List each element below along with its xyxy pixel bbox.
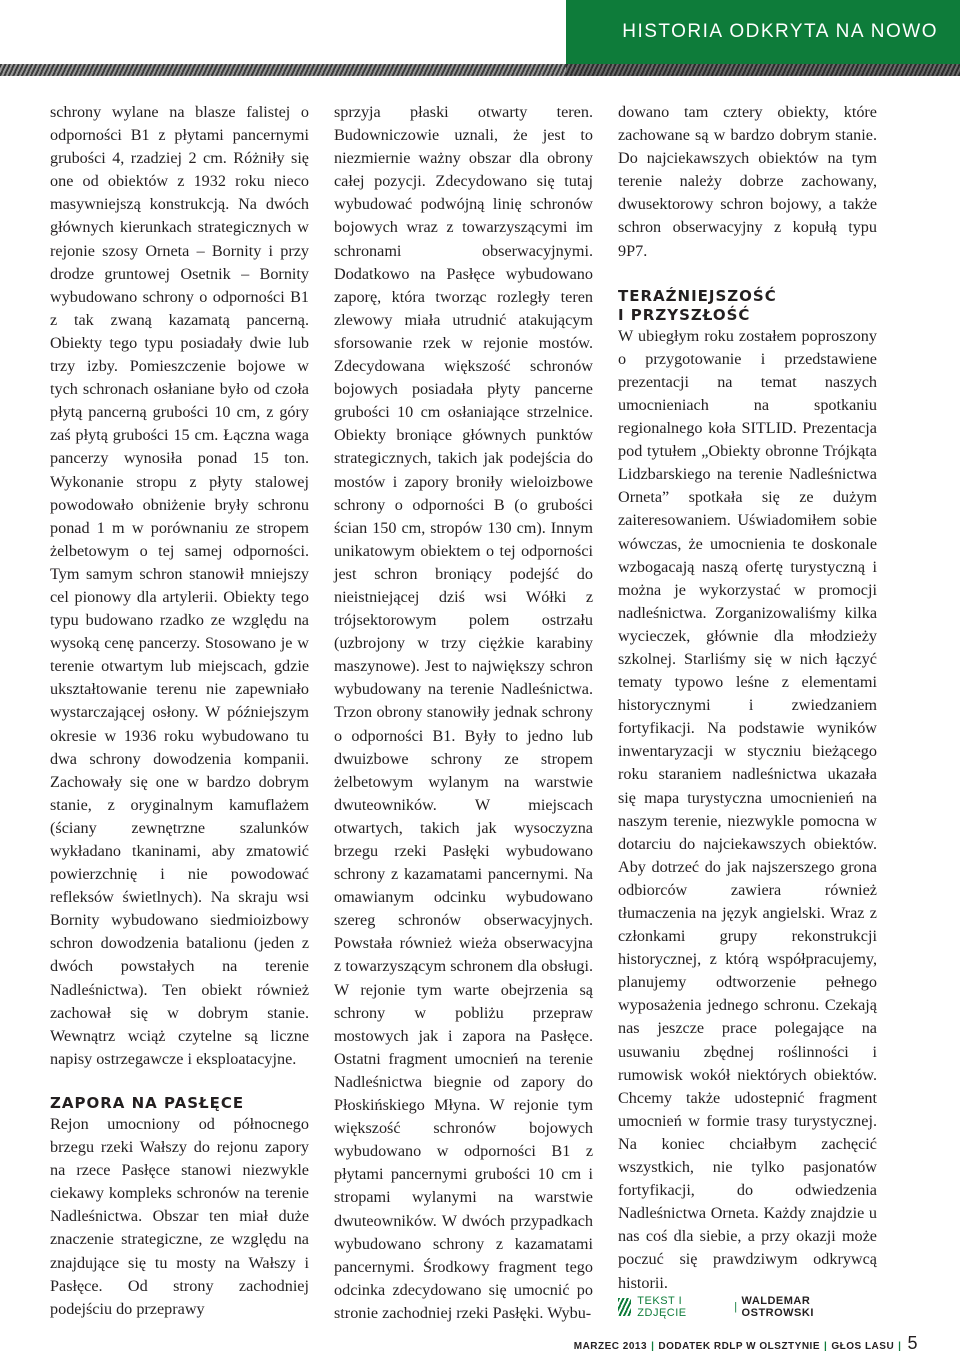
article-paragraph: sprzyja płaski otwarty teren. Budowniczowie uznali, że jest to niezmiernie ważny obszar dla obrony całej pozycji. Zdecydowano się tutaj wybudować podwójną linię schronów bojowych wraz z towarzyszącymi im schronami obserwacyjnymi. Dodatkowo na Pasłęce wybudowano zaporę, która tworząc rozległy teren zlewowy miała utrudnić atakującym sforsowanie rzek w rejonie mostów. Zdecydowana większość schronów bojowych posiadała płyty pancerne grubości 10 cm osłaniające strzelnice. Obiekty broniące głównych punktów strategicznych, takich jak podejścia do mostów i zapory broniły wieloizbowe schrony o odporności B (o grubości ścian 150 cm, stropów 130 cm). Innym unikatowym obiektem o tej odporności jest schron broniący podejść do nieistniejącej dziś wsi Wółki z trójsektorowym polem ostrzału (uzbrojony w trzy ciężkie karabiny maszynowe). Jest to największy schron wybudowany na terenie Nadleśnictwa. Trzon obrony stanowiły jednak schrony o odporności B1. Były to jedno lub dwuizbowe schrony ze stropem żelbetowym wylanym na warstwie dwuteowników. W miejscach otwartych, takich jak wysoczyzna brzegu rzeki Pasłęki wybudowano schrony z kazamatami pancernymi. Na omawianym odcinku wybudowano szereg schronów obserwacyjnych. Powstała również wieża obserwacyjna z towarzyszącym schronem dla obsługi. W rejonie tym warte obejrzenia są schrony w pobliżu przepraw mostowych jak i zapora na Pasłęce. Ostatni fragment umocnień na terenie Nadleśnictwa biegnie od zapory do Płoskińskiego Młyna. W rejonie tym większość schronów bojowych wybudowano w odporności B1 z płytami pancernymi grubości 10 cm i stropami wylanymi na warstwie dwuteowników. W dwóch przypadkach wybudowano schrony z kazamatami pancernymi. Środkowy fragment tego odcinka zdecydowano się umocnić po stronie zachodniej rzeki Pasłęki. Wybu- bbox=[334, 103, 593, 1322]
credit-hatch-mark bbox=[618, 1298, 631, 1316]
section-heading-zapora: ZAPORA NA PASŁĘCE bbox=[50, 1093, 245, 1112]
page-footer bbox=[574, 1333, 918, 1355]
footer-separator: | bbox=[824, 1341, 828, 1352]
article-column-2 bbox=[334, 101, 593, 1325]
section-heading-line-1: TERAŹNIEJSZOŚĆ bbox=[618, 286, 777, 305]
page-number: 5 bbox=[907, 1333, 918, 1353]
footer-supplement: DODATEK RDLP W OLSZTYNIE bbox=[658, 1341, 821, 1352]
footer-separator: | bbox=[898, 1341, 902, 1352]
footer-publication: GŁOS LASU bbox=[831, 1341, 895, 1352]
article-paragraph: schrony wylane na blasze falistej o odporności B1 z płytami pancernymi grubości 4, rzadziej 2 cm. Różniły się one od obiektów z 1932 roku nieco masywniejszą konstrukcją. Na dwóch głównych kierunkach strategicznych w rejonie szosy Orneta – Bornity i przy drodze gruntowej Osetnik – Bornity wybudowano schrony o odporności B1 z tak zwaną kazamatą pancerną. Obiekty tego typu posiadały dwie lub trzy izby. Pomieszczenie bojowe w tych schronach osłaniane było od czoła płytą pancerną grubości 10 cm, z góry zaś płytą grubości 15 cm. Łączna waga pancerzy wynosiła ponad 15 ton. Wykonanie stropu z płyty stalowej powodowało obniżenie bryły schronu ponad 1 m w porównaniu ze stropem żelbetowym o tej samej odporności. Tym samym schron stanowił mniejszy cel pionowy dla artylerii. Obiekty tego typu budowano rzadko ze względu na wysoką cenę pancerzy. Stosowano je w terenie otwartym lub miejscach, gdzie ukształtowanie terenu nie zapewniało wystarczającej osłony. W późniejszym okresie w 1936 roku wybudowano tu dwa schrony dowodzenia kompanii. Zachowały się one w bardzo dobrym stanie, z oryginalnym kamuflażem (ściany zewnętrzne szalunków wykładano tkaninami, aby zmatowić powierzchnię i nie powodować refleksów świetlnych). Na skraju wsi Bornity wybudowano siedmioizbowy schron dowodzenia batalionu (jeden z dwóch powstałych na terenie Nadleśnictwa). Ten obiekt również zachował się w dobrym stanie. Wewnątrz wciąż czytelne są liczne napisy ostrzegawcze i eksploatacyjne. bbox=[50, 103, 309, 1068]
article-paragraph: W ubiegłym roku zostałem poproszony o przygotowanie i przedstawiene prezentacji na temat naszych umocnieniach na spotkaniu regionalnego koła SITLID. Prezentacja pod tytułem „Obiekty obronne Trójkąta Lidzbarskiego na terenie Nadleśnictwa Orneta” spotkała się ze dużym zaiteresowaniem. Uświadomiłem sobie wówczas, że umocnienia te doskonale wzbogacają naszą ofertę turystyczną i można je wykorzystać w promocji nadleśnictwa. Zorganizowaliśmy kilka wycieczek, głównie dla młodzieży szkolnej. Starliśmy się w nich łączyć tematy typowo leśne z elementami historycznymi i zwiedzaniem fortyfikacji. Na podstawie wyników inwentaryzacji w styczniu bieżącego roku staraniem nadleśnictwa ukazała się mapa turystyczna umocnienień na naszym terenie, niezwykle pomocna w dotarciu do najciekawszych obiektów. Aby dotrzeć do jak najszerszego grona odbiorców zawiera również tłumaczenia na język angielski. Wraz z członkami grupy rekonstrukcji historycznej, z którą współpracujemy, planujemy odtworzenie pełnego wyposażenia jednego schronu. Czekają nas jeszcze prace polegające na usuwaniu zbędnej roślinności i rumowisk wokół niektórych obiektów. Chcemy także udostepnić fragment umocnień w formie trasy turystycznej. Na koniec chciałbym zachęcić wszystkich, nie tylko pasjonatów fortyfikacji, do odwiedzenia Nadleśnictwa Orneta. Każdy znajdzie u nas coś dla siebie, a przy okazji może poczuć się prawdziwym odkrywcą historii. bbox=[618, 326, 877, 1292]
credit-author: WALDEMAR OSTROWSKI bbox=[741, 1295, 814, 1319]
hatched-divider-bar bbox=[0, 64, 960, 76]
section-header-badge bbox=[566, 0, 960, 64]
section-heading-line-2: I PRZYSZŁOŚĆ bbox=[618, 305, 751, 324]
credit-label: TEKST I ZDJĘCIE bbox=[637, 1295, 687, 1319]
footer-separator: | bbox=[651, 1341, 655, 1352]
author-credit bbox=[618, 1296, 879, 1318]
hatched-divider-dark-segment bbox=[566, 64, 960, 76]
footer-issue: MARZEC 2013 bbox=[573, 1341, 648, 1352]
article-column-3 bbox=[618, 101, 877, 1295]
article-paragraph: dowano tam cztery obiekty, które zachowane są w bardzo dobrym stanie. Do najciekawszych obiektów na tym terenie należy dobrze zachowany, dwusektorowy schron bojowy, a także schron obserwacyjny z kopułą typu 9P7. bbox=[618, 103, 877, 260]
credit-separator: | bbox=[734, 1301, 738, 1313]
article-column-1 bbox=[50, 101, 309, 1321]
section-title: HISTORIA ODKRYTA NA NOWO bbox=[622, 21, 938, 42]
section-heading-terazniejszosc bbox=[618, 287, 877, 325]
article-paragraph: Rejon umocniony od północnego brzegu rzeki Wałszy do rejonu zapory na rzece Pasłęce stanowi niezwykle ciekawy kompleks schronów na terenie Nadleśnictwa. Obszar ten miał duże znaczenie strategiczne, ze względu na znajdujące się tu mosty na Wałszy i Pasłęce. Od strony zachodniej podejściu do przeprawy bbox=[50, 1114, 309, 1318]
